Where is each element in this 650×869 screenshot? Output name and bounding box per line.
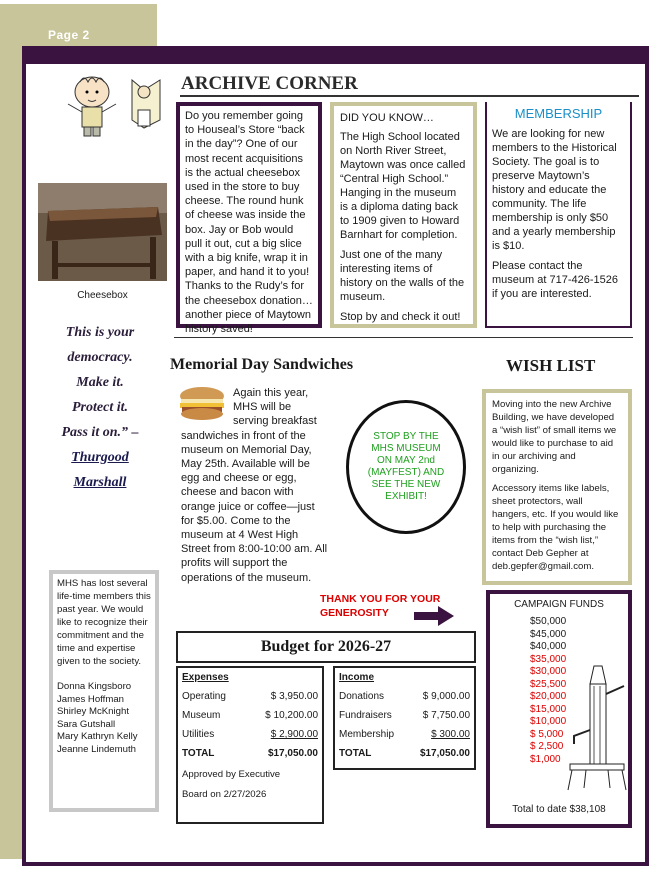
income-name: Membership bbox=[339, 729, 395, 740]
memorial-day-title: Memorial Day Sandwiches bbox=[170, 356, 354, 373]
level-label: $45,000 bbox=[530, 628, 567, 640]
income-label: Income bbox=[339, 672, 375, 683]
expense-name: Museum bbox=[182, 710, 221, 721]
membership-title: MEMBERSHIP bbox=[514, 106, 603, 121]
quote-block bbox=[40, 320, 160, 495]
expenses-total-label: TOTAL bbox=[182, 748, 215, 759]
in-memoriam-names bbox=[57, 681, 151, 756]
table-row bbox=[182, 706, 318, 725]
table-row bbox=[339, 744, 470, 763]
member-name: Jeanne Lindemuth bbox=[57, 743, 136, 755]
level-label: $10,000 bbox=[530, 716, 567, 727]
member-name: Sara Gutshall bbox=[57, 718, 116, 730]
income-amount: $ 300.00 bbox=[431, 729, 470, 740]
member-name: James Hoffman bbox=[57, 693, 125, 705]
did-you-know-para2: Just one of the many interesting items of history on the walls of the museum. bbox=[340, 249, 465, 303]
table-row bbox=[339, 706, 470, 725]
cartoon-boy-icon bbox=[62, 70, 172, 138]
thank-you-text: THANK YOU FOR YOUR GENEROSITY bbox=[320, 593, 441, 619]
expense-name: Utilities bbox=[182, 729, 215, 740]
approved-note: Approved by Executive Board on 2/27/2026 bbox=[182, 769, 281, 800]
wish-list-title: WISH LIST bbox=[506, 356, 596, 375]
wish-list-para1: Moving into the new Archive Building, we have developed a “wish list” of small items we would like to purchase to aid in our archiving and organizing. bbox=[492, 399, 617, 475]
campaign-total: Total to date $38,108 bbox=[512, 804, 606, 815]
level-label: $35,000 bbox=[530, 653, 567, 665]
mayfest-oval bbox=[346, 400, 466, 534]
level-label: $50,000 bbox=[530, 616, 567, 627]
did-you-know-box bbox=[330, 102, 477, 328]
did-you-know-title: DID YOU KNOW… bbox=[340, 112, 434, 124]
table-row bbox=[339, 725, 470, 744]
expense-amount: $ 3,950.00 bbox=[270, 691, 318, 702]
in-memoriam-intro: MHS has lost several life-time members this past year. We would like to recognize their commitment and the time and expertise given to the society. bbox=[57, 578, 151, 667]
income-total: $17,050.00 bbox=[419, 748, 470, 759]
level-label: $15,000 bbox=[530, 703, 567, 715]
archive-story-text: Do you remember going to Houseal’s Store “back in the day”? One of our most recent acquisitions is the actual cheesebox used in the store to buy cheese. The round hunk of cheese was inside the box. Jay or Bob would pull it out, cut a big slice with a big knife, wrap it in paper, and hand it to you! Thanks to the Rudy’s for the cheesebox donation…another piece of Maytown history saved! bbox=[185, 110, 313, 336]
memorial-day-text bbox=[181, 386, 329, 585]
level-label: $ 2,500 bbox=[530, 741, 564, 752]
campaign-title: CAMPAIGN FUNDS bbox=[514, 599, 604, 610]
did-you-know-para3: Stop by and check it out! bbox=[340, 311, 461, 323]
income-amount: $ 9,000.00 bbox=[422, 691, 470, 702]
income-amount: $ 7,750.00 bbox=[422, 710, 470, 721]
expense-name: Operating bbox=[182, 691, 226, 702]
frame-right-border bbox=[645, 46, 649, 866]
table-row bbox=[182, 687, 318, 706]
archive-corner-title: ARCHIVE CORNER bbox=[181, 73, 358, 94]
in-memoriam-box bbox=[49, 570, 159, 812]
quote-author-first[interactable]: Thurgood bbox=[71, 450, 129, 465]
membership-para2: Please contact the museum at 717-426-1526 if you are interested. bbox=[492, 260, 618, 300]
quote-line: This is your bbox=[65, 325, 135, 340]
income-name: Donations bbox=[339, 691, 385, 702]
member-name: Donna Kingsboro bbox=[57, 681, 132, 692]
level-label: $20,000 bbox=[530, 691, 567, 702]
title-rule bbox=[180, 95, 639, 97]
archive-story-box bbox=[176, 102, 322, 336]
frame-bottom-border bbox=[22, 862, 649, 866]
member-name: Shirley McKnight bbox=[57, 706, 129, 717]
expenses-box bbox=[176, 666, 324, 824]
table-row bbox=[182, 744, 318, 763]
mayfest-text: STOP BY THE MHS MUSEUM ON MAY 2nd (MAYFEST) AND SEE THE NEW EXHIBIT! bbox=[367, 431, 445, 502]
quote-line: Protect it. bbox=[72, 400, 128, 415]
income-name: Fundraisers bbox=[339, 710, 392, 721]
table-row bbox=[182, 725, 318, 744]
section-divider bbox=[174, 337, 633, 338]
water-pump-icon bbox=[566, 664, 628, 794]
membership-box bbox=[485, 102, 632, 328]
membership-para1: We are looking for new members to the Historical Society. The goal is to preserve Maytown’s history and educate the community. The life membership is only $50 and a yearly membership is $10. bbox=[492, 128, 617, 252]
member-name: Mary Kathryn Kelly bbox=[57, 731, 138, 742]
expenses-table bbox=[182, 687, 318, 763]
expense-amount: $ 2,900.00 bbox=[270, 729, 318, 740]
did-you-know-para1: The High School located on North River Street, Maytown was once called “Central High School.” Hanging in the museum is a diploma dating back to 1909 given to Howard Barnhart for completion. bbox=[340, 131, 466, 241]
quote-author-last[interactable]: Marshall bbox=[73, 475, 127, 490]
budget-title: Budget for 2026-27 bbox=[260, 638, 392, 655]
income-table bbox=[339, 687, 470, 763]
income-box bbox=[333, 666, 476, 770]
cheesebox-photo bbox=[38, 183, 167, 281]
page-number: Page 2 bbox=[48, 28, 90, 42]
table-row bbox=[339, 687, 470, 706]
cheesebox-caption: Cheesebox bbox=[77, 290, 128, 301]
expense-amount: $ 10,200.00 bbox=[265, 710, 318, 721]
wish-list-box bbox=[482, 389, 632, 585]
memorial-day-body: Again this year, MHS will be serving breakfast sandwiches in front of the museum on Memorial Day, May 25th. Available will be egg and cheese or egg, cheese and bacon with orange juice or coffee—just for $5.00. Come to the museum at 4 West High Street from 8:00-10:00 am. All profits will support the operations of the museum. bbox=[181, 387, 328, 584]
budget-title-box bbox=[176, 631, 476, 663]
quote-line: Pass it on.” – bbox=[61, 425, 139, 440]
level-label: $1,000 bbox=[530, 753, 561, 765]
quote-line: Make it. bbox=[76, 375, 124, 390]
level-label: $40,000 bbox=[530, 641, 567, 652]
arrow-right-icon bbox=[414, 606, 454, 626]
income-total-label: TOTAL bbox=[339, 748, 372, 759]
sandwich-spacer bbox=[181, 386, 233, 428]
level-label: $30,000 bbox=[530, 666, 567, 677]
wish-list-para2: Accessory items like labels, sheet protectors, wall hangers, etc. If you would like to help with purchasing the items from the “wish list,” contact Deb Gepher at deb.gepfer@gmail.com. bbox=[492, 483, 619, 572]
expenses-total: $17,050.00 bbox=[267, 748, 318, 759]
level-label: $ 5,000 bbox=[530, 728, 564, 740]
level-label: $25,500 bbox=[530, 678, 567, 690]
expenses-label: Expenses bbox=[182, 672, 229, 683]
quote-line: democracy. bbox=[67, 350, 133, 365]
